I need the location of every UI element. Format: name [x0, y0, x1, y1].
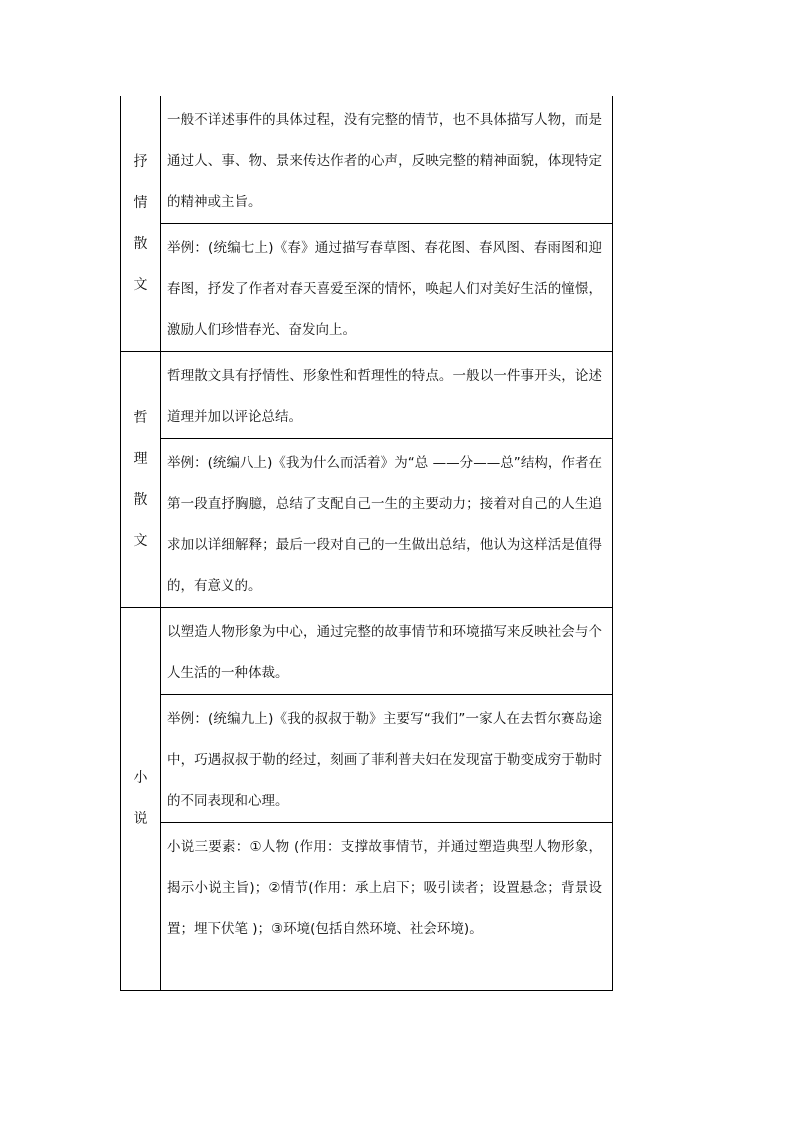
- table-row: [121, 608, 613, 695]
- example-text: 举例：(统编九上)《我的叔叔于勒》主要写“我们”一家人在去哲尔赛岛途中，巧遇叔叔于勒的经过，刻画了菲利普夫妇在发现富于勒变成穷于勒时的不同表现和心理。: [161, 695, 613, 823]
- category-cell-lyric-essay: [121, 96, 161, 352]
- table-row: [121, 96, 613, 224]
- category-cell-novel: [121, 608, 161, 991]
- table-row: [121, 823, 613, 991]
- category-char: 散: [133, 491, 148, 508]
- definition-text: 哲理散文具有抒情性、形象性和哲理性的特点。一般以一件事开头，论述道理并加以评论总结。: [161, 352, 613, 439]
- category-cell-philosophical-essay: [121, 352, 161, 608]
- table-row: [121, 352, 613, 439]
- genre-table: [120, 96, 613, 991]
- elements-text: 小说三要素：①人物 (作用：支撑故事情节，并通过塑造典型人物形象，揭示小说主旨)；②情节(作用：承上启下；吸引读者；设置悬念；背景设置；埋下伏笔 )；③环境(包括自然环境、社会环境)。: [161, 823, 613, 991]
- definition-text: 一般不详述事件的具体过程，没有完整的情节，也不具体描写人物，而是通过人、事、物、景来传达作者的心声，反映完整的精神面貌，体现特定的精神或主旨。: [161, 96, 613, 224]
- category-char: 文: [133, 276, 148, 293]
- category-char: 理: [133, 450, 148, 467]
- category-char: 情: [133, 194, 148, 211]
- example-text: 举例：(统编八上)《我为什么而活着》为“总 ——分——总”结构，作者在第一段直抒胸臆，总结了支配自己一生的主要动力；接着对自己的人生追求加以详细解释；最后一段对自己的一生做出总结，他认为这样活是值得的，有意义的。: [161, 439, 613, 608]
- category-char: 说: [133, 811, 148, 827]
- category-char: 抒: [133, 153, 148, 170]
- table-row: [121, 695, 613, 823]
- category-char: 哲: [133, 409, 148, 426]
- example-text: 举例：(统编七上)《春》通过描写春草图、春花图、春风图、春雨图和迎春图，抒发了作者对春天喜爱至深的情怀，唤起人们对美好生活的憧憬，激励人们珍惜春光、奋发向上。: [161, 224, 613, 352]
- category-char: 散: [133, 235, 148, 252]
- table-row: [121, 439, 613, 608]
- definition-text: 以塑造人物形象为中心，通过完整的故事情节和环境描写来反映社会与个人生活的一种体裁。: [161, 608, 613, 695]
- table-row: [121, 224, 613, 352]
- category-char: 小: [133, 770, 148, 786]
- category-char: 文: [133, 532, 148, 549]
